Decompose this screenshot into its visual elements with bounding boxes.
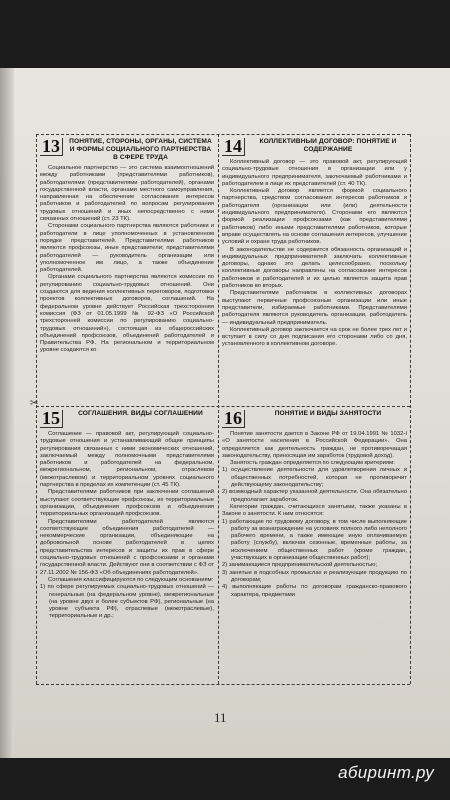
card-13 [40, 138, 214, 404]
paragraph: Категории граждан, считающихся занятыми, также указаны в Законе о занятости. К ним относятся: [222, 503, 407, 518]
card-number: 14 [222, 138, 245, 156]
card-15 [40, 410, 214, 682]
scissors-icon: ✂ [30, 398, 39, 409]
cut-line-bottom [36, 684, 410, 685]
cut-line-middle [36, 406, 410, 407]
card-title: ПОНЯТИЕ, СТОРОНЫ, ОРГАНЫ, СИСТЕМА И ФОРМЫ СОЦИАЛЬНОГО ПАРТНЕРСТВА В СФЕРЕ ТРУДА [69, 138, 212, 161]
card-16 [222, 410, 407, 682]
page-gutter-shadow [0, 68, 14, 758]
paragraph: Коллективный договор — это правовой акт, регулирующий социально-трудовые отношения в организации или у индивидуального предпринимателя, заключаемый работниками и работодателем в лице их представителей (ст. 40 ТК). [222, 159, 407, 187]
card-title: СОГЛАШЕНИЯ. ВИДЫ СОГЛАШЕНИЙ [78, 410, 203, 417]
paragraph: Коллективный договор заключается на срок не более трех лет и вступает в силу со дня подписания его сторонами либо со дня, установленного в коллективном договоре. [222, 326, 407, 348]
paragraph: Коллективный договор является формой социального партнерства, средством согласования интересов работников и работодателя (организации или (или) деятельности индивидуального предпринимателя). Сторонами его являются формой реализации профсоюзами (как представителями работников) либо иными представителями работников, которые вправе осуществлять на основе соглашения интересов, улучшение условий и охране труда работников. [222, 188, 407, 246]
list-item: 1) работающие по трудовому договору, в том числе выполняющие работу за вознаграждение на условиях полного либо неполного рабочего времени, а также имеющие иную оплачиваемую работу (службу), включая сезонные, временные работы, за исключением общественных работ (кроме граждан, участвующих в организации общественных работ); [222, 518, 407, 562]
list [222, 467, 407, 503]
card-title: КОЛЛЕКТИВНЫЙ ДОГОВОР: ПОНЯТИЕ И СОДЕРЖАНИЕ [259, 138, 397, 153]
cut-line-left [36, 134, 37, 684]
list-item: 4) выполняющие работы по договорам гражданско-правового характера, предметами [222, 584, 407, 598]
list [40, 584, 214, 620]
paragraph: В законодательстве не содержится обязанность организаций и индивидуальных предпринимателей заключать коллективные договоры, однако это делать целесообразно, поскольку коллективные договоры направлены на согласование интересов работников и работодателей и их целью является защита прав работников во вторых. [222, 246, 407, 290]
list-item: 2) занимающиеся предпринимательской деятельностью; [222, 562, 378, 569]
list-item: 3) занятые в подсобных промыслах и реализующие продукцию по договорам; [222, 569, 407, 583]
paragraph: Соглашение — правовой акт, регулирующий социально-трудовые отношения и устанавливающий общие принципы регулирования связанных с ними экономических отношений, заключаемый между полномочными представителями работников и работодателей на федеральном, межрегиональном, региональном, отраслевом (межотраслевом) и территориальном уровнях социального партнерства в пределах их компетенции (ст. 45 ТК). [40, 431, 214, 489]
card-number: 16 [222, 410, 245, 428]
list [222, 519, 407, 599]
cut-line-right [410, 134, 411, 684]
list-item: 1) по сфере регулируемых социально-трудовых отношений — генеральные (на федеральном уровне), межрегиональные (на уровне двух и более субъектов РФ), региональные (на уровне субъекта РФ), отраслевые (межотраслевые), территориальные и др.; [40, 584, 214, 620]
card-number: 13 [40, 138, 63, 156]
cut-line-center [218, 134, 219, 684]
card-title: ПОНЯТИЕ И ВИДЫ ЗАНЯТОСТИ [274, 410, 382, 417]
cut-line-top [36, 134, 410, 135]
list-item: 1) осуществление деятельности для удовлетворения личных и общественных потребностей, которая не противоречит действующему законодательству; [222, 467, 407, 489]
paragraph: Сторонами социального партнерства являются работники и работодатели в лице уполномоченных в установленном порядке представителей. Представителями работников являются профсоюзы, иные представители; представителями работодателей — руководитель организации или уполномоченное им лицо, а также объединение работодателей. [40, 223, 214, 274]
card-number: 15 [40, 410, 63, 428]
paragraph: Представителями работников при заключении соглашений выступают соответствующие профсоюзы, их территориальные организации, объединения профсоюзов и объединения территориальных организаций профсоюзов. [40, 489, 214, 518]
paragraph: Понятие занятости дается в Законе РФ от 19.04.1991 № 1032-I «О занятости населения в Российской Федерации». Она определяется как деятельность граждан, не противоречащая законодательству, приносящая им заработок (трудовой доход). [222, 431, 407, 459]
paragraph: Представителями работников в коллективных договорах выступают первичные профсоюзные организации или иные представители, избираемые работниками. Представителями работодателя являются руководитель организации, работодатель — индивидуальный предприниматель. [222, 290, 407, 326]
book-page [0, 68, 450, 758]
paragraph: Органами социального партнерства являются комиссии по регулированию социально-трудовых отношений. Они создаются для ведения коллективных переговоров, подготовки проектов коллективных договоров, соглашений. На федеральном уровне действует Российская трехсторонняя комиссия (ФЗ от 01.05.1999 № 92-ФЗ «О Российской трехсторонней комиссии по регулированию социально-трудовых отношений»), состоящая из общероссийских объединений профсоюзов, объединений работодателей и Правительства РФ. На региональном и территориальном уровне создаются ко [40, 274, 214, 354]
watermark: абиринт.ру [338, 763, 434, 782]
paragraph: Соглашения классифицируются по следующим основаниям: [48, 576, 214, 583]
paragraph: Представителями работодателей являются соответствующие объединения работодателей — некоммерческие организации, объединяющие на добровольной основе работодателей в целях представительства интересов и защиты их прав в сфере социально-трудовых отношений с профсоюзами и органами государственной власти. Действуют они в соответствии с ФЗ от 27.11.2002 № 156-ФЗ «Об объединениях работодателей». [40, 518, 214, 576]
card-14 [222, 138, 407, 404]
paragraph: Социальное партнерство — это система взаимоотношений между работниками (представителями работников), работодателями (представителями работодателей), органами государственной власти, органами местного самоуправления, направленная на обеспечение согласования интересов работников и работодателей по вопросам регулирования трудовых отношений и иных непосредственно с ними связанных отношений (ст. 23 ТК). [40, 165, 214, 223]
page-number: 11 [214, 710, 227, 725]
paragraph: Занятость граждан определяется по следующим критериям: [230, 460, 395, 467]
list-item: 2) возмездный характер указанной деятельности. Она обязательно предполагает заработок. [222, 489, 407, 503]
